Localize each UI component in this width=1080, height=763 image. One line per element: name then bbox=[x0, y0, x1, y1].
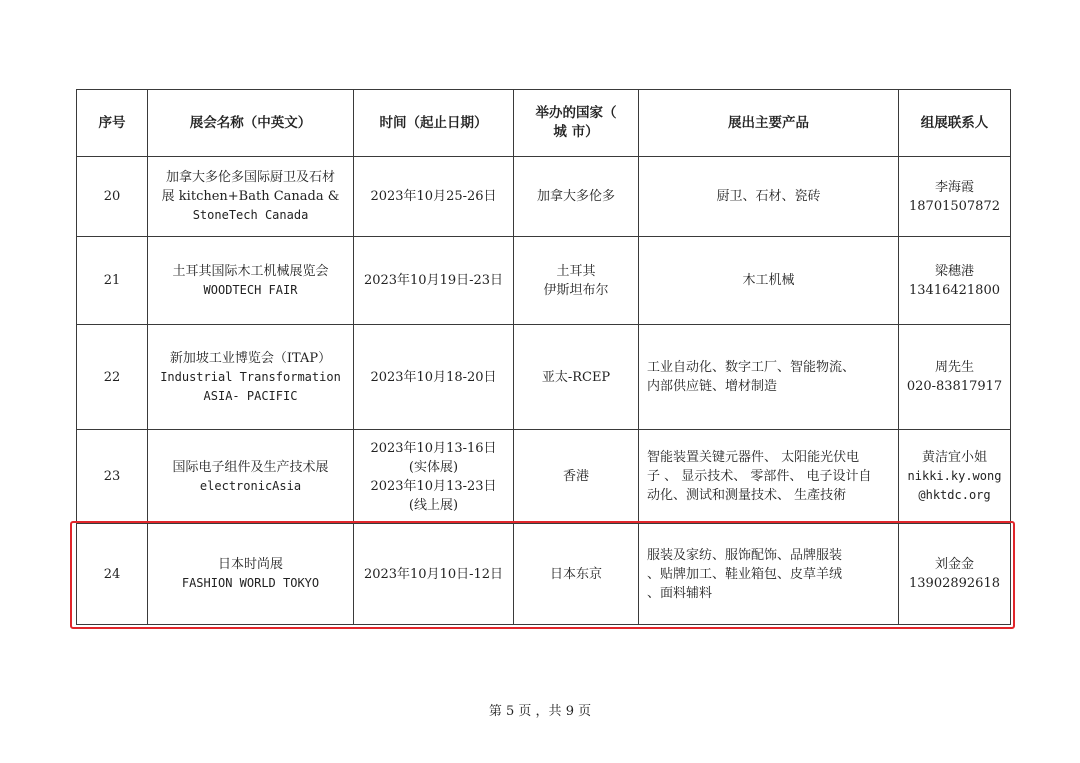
cell-products bbox=[639, 430, 899, 524]
header-name: 展会名称（中英文） bbox=[148, 90, 354, 157]
cell-products-line: 、面料辅料 bbox=[647, 585, 713, 601]
cell-products-line: 服装及家纺、服饰配饰、品牌服装 bbox=[647, 547, 843, 563]
cell-time-line: (实体展) bbox=[408, 459, 459, 475]
cell-name bbox=[148, 430, 354, 524]
cell-time-line: 2023年10月18-20日 bbox=[370, 369, 497, 385]
cell-contact-line: 梁穗港 bbox=[934, 263, 974, 279]
cell-name-line: 日本时尚展 bbox=[217, 557, 283, 572]
header-country bbox=[514, 90, 639, 157]
cell-products bbox=[639, 524, 899, 625]
cell-name-line: 展 kitchen+Bath Canada & bbox=[161, 189, 340, 204]
table-row bbox=[77, 157, 1011, 237]
cell-location-line: 土耳其 bbox=[556, 263, 596, 279]
cell-index: 21 bbox=[77, 237, 148, 325]
cell-products-line: 工业自动化、数字工厂、智能物流、 bbox=[647, 360, 856, 375]
header-country-line2: 城 市） bbox=[553, 124, 599, 140]
table-row bbox=[77, 237, 1011, 325]
cell-time bbox=[354, 237, 514, 325]
cell-products bbox=[639, 157, 899, 237]
cell-contact bbox=[899, 157, 1011, 237]
cell-contact-line: 13902892618 bbox=[909, 576, 1000, 591]
cell-index: 22 bbox=[77, 325, 148, 430]
cell-index: 23 bbox=[77, 430, 148, 524]
table-row bbox=[77, 430, 1011, 524]
cell-contact bbox=[899, 524, 1011, 625]
cell-name bbox=[148, 237, 354, 325]
cell-location bbox=[514, 237, 639, 325]
cell-contact-line: @hktdc.org bbox=[918, 488, 991, 502]
cell-location-line: 伊斯坦布尔 bbox=[543, 282, 609, 298]
cell-name bbox=[148, 524, 354, 625]
header-country-line1: 举办的国家（ bbox=[535, 105, 617, 121]
cell-products bbox=[639, 325, 899, 430]
cell-name-line: 加拿大多伦多国际厨卫及石材 bbox=[165, 170, 335, 185]
cell-contact bbox=[899, 237, 1011, 325]
cell-products-line: 、贴牌加工、鞋业箱包、皮草羊绒 bbox=[647, 566, 843, 582]
cell-name-line: 土耳其国际木工机械展览会 bbox=[172, 263, 329, 279]
cell-contact-line: 黄洁宜小姐 bbox=[921, 450, 987, 465]
cell-products bbox=[639, 237, 899, 325]
cell-name-line: electronicAsia bbox=[199, 478, 302, 493]
cell-location bbox=[514, 157, 639, 237]
cell-contact-line: 李海霞 bbox=[934, 179, 974, 195]
cell-time bbox=[354, 157, 514, 237]
cell-name-line: StoneTech Canada bbox=[192, 208, 309, 222]
cell-location-line: 亚太-RCEP bbox=[541, 369, 611, 385]
cell-products-line: 厨卫、石材、瓷砖 bbox=[716, 189, 821, 204]
cell-location bbox=[514, 325, 639, 430]
cell-products-line: 子 、 显示技术、 零部件、 电子设计自 bbox=[647, 469, 872, 484]
cell-time-line: 2023年10月25-26日 bbox=[370, 189, 497, 204]
cell-time-line: 2023年10月10日-12日 bbox=[363, 566, 504, 582]
cell-time-line: 2023年10月13-16日 bbox=[370, 440, 497, 456]
cell-contact bbox=[899, 430, 1011, 524]
header-index: 序号 bbox=[77, 90, 148, 157]
cell-location-line: 日本东京 bbox=[549, 566, 602, 582]
cell-time bbox=[354, 524, 514, 625]
header-row bbox=[77, 90, 1011, 157]
cell-name bbox=[148, 325, 354, 430]
cell-time bbox=[354, 430, 514, 524]
cell-products-line: 内部供应链、增材制造 bbox=[647, 379, 778, 394]
cell-name-line: 国际电子组件及生产技术展 bbox=[172, 459, 329, 475]
cell-products-line: 木工机械 bbox=[742, 273, 795, 288]
exhibition-table bbox=[76, 89, 1011, 625]
cell-index: 24 bbox=[77, 524, 148, 625]
cell-time-line: 2023年10月13-23日 bbox=[370, 478, 497, 494]
cell-time-line: 2023年10月19日-23日 bbox=[363, 273, 504, 288]
cell-name-line: WOODTECH FAIR bbox=[203, 282, 298, 297]
cell-contact-line: 18701507872 bbox=[909, 198, 1000, 214]
cell-contact-line: 13416421800 bbox=[909, 282, 1000, 298]
cell-location bbox=[514, 430, 639, 524]
cell-name-line: Industrial Transformation bbox=[160, 369, 341, 384]
cell-index: 20 bbox=[77, 157, 148, 237]
header-products: 展出主要产品 bbox=[639, 90, 899, 157]
header-time: 时间（起止日期） bbox=[354, 90, 514, 157]
cell-name-line: ASIA- PACIFIC bbox=[203, 388, 298, 403]
cell-contact-line: nikki.ky.wong bbox=[907, 469, 1002, 483]
cell-contact bbox=[899, 325, 1011, 430]
cell-contact-line: 刘金金 bbox=[934, 557, 974, 572]
page-footer: 第 5 页 ，共 9 页 bbox=[488, 704, 592, 719]
cell-name bbox=[148, 157, 354, 237]
cell-location-line: 香港 bbox=[562, 469, 589, 484]
cell-time-line: (线上展) bbox=[408, 497, 459, 513]
table-row bbox=[77, 524, 1011, 625]
cell-contact-line: 周先生 bbox=[934, 360, 974, 375]
cell-location bbox=[514, 524, 639, 625]
cell-contact-line: 020-83817917 bbox=[906, 379, 1003, 394]
cell-name-line: 新加坡工业博览会（ITAP） bbox=[169, 350, 332, 366]
cell-name-line: FASHION WORLD TOKYO bbox=[181, 576, 320, 590]
cell-time bbox=[354, 325, 514, 430]
table-row bbox=[77, 325, 1011, 430]
header-contact: 组展联系人 bbox=[899, 90, 1011, 157]
cell-products-line: 智能装置关键元器件、 太阳能光伏电 bbox=[647, 450, 860, 465]
cell-products-line: 动化、测试和测量技术、 生產技術 bbox=[647, 488, 847, 503]
cell-location-line: 加拿大多伦多 bbox=[536, 189, 615, 204]
